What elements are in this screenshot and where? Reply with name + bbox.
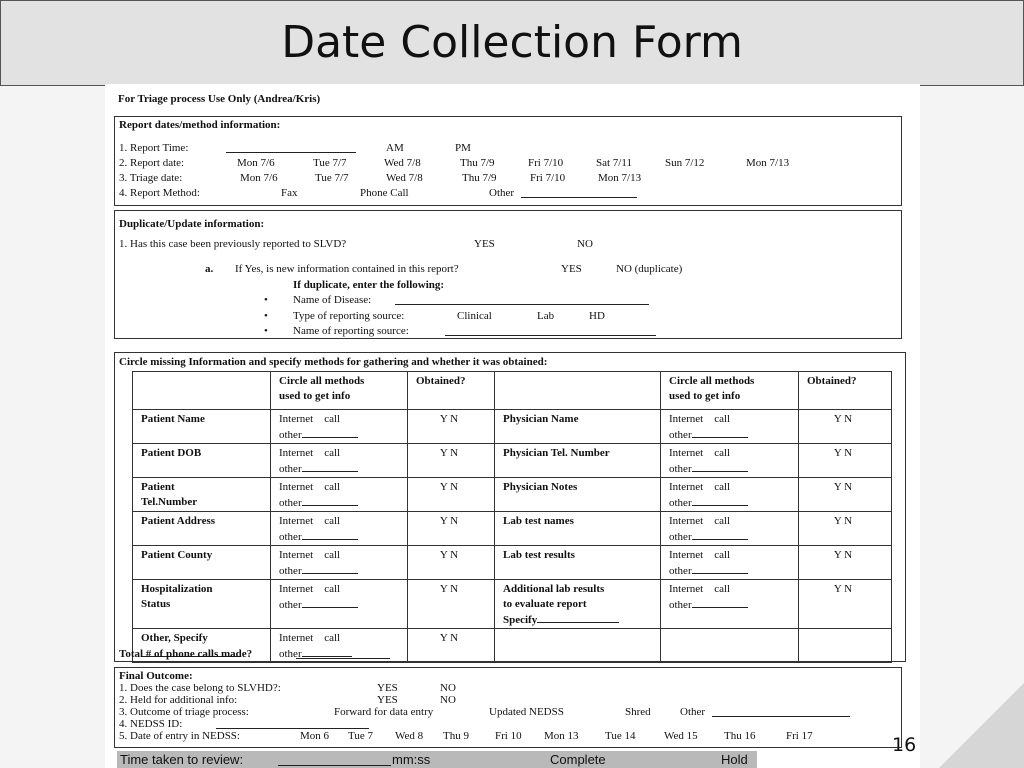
methods-cell[interactable]: Internet call other (661, 546, 799, 580)
outcome-other-field[interactable] (712, 706, 850, 717)
table-row (133, 512, 892, 546)
methods-cell[interactable]: Internet call other (271, 629, 408, 663)
title-bar (0, 0, 1024, 86)
report-date-option[interactable]: Fri 7/10 (528, 157, 564, 169)
missing-info-heading: Circle missing Information and specify methods for gathering and whether it was obtained: (119, 356, 548, 368)
obtained-header: Obtained? (408, 372, 495, 410)
report-heading: Report dates/method information: (119, 119, 281, 131)
duplicate-heading: Duplicate/Update information: (119, 218, 265, 230)
row-label: Additional lab results to evaluate report Specify (495, 580, 661, 629)
missing-info-table (132, 371, 892, 663)
review-bar (117, 751, 757, 768)
report-time-label: 1. Report Time: (119, 142, 189, 154)
new-info-yes[interactable]: YES (561, 263, 582, 275)
source-type-label: Type of reporting source: (293, 310, 405, 322)
row-label: Physician Name (495, 410, 661, 444)
report-date-option[interactable]: Wed 7/8 (384, 157, 421, 169)
entry-date-option[interactable]: Wed 8 (395, 730, 424, 742)
report-date-option[interactable]: Thu 7/9 (460, 157, 495, 169)
report-date-option[interactable]: Tue 7/7 (313, 157, 347, 169)
review-time-field[interactable] (278, 751, 391, 766)
report-time-field[interactable] (226, 142, 356, 153)
obtained-cell[interactable]: Y N (799, 546, 892, 580)
table-row (133, 546, 892, 580)
methods-cell[interactable]: Internet call other (271, 444, 408, 478)
bullet-icon: • (264, 310, 268, 322)
row-label: Lab test names (495, 512, 661, 546)
outcome-updated-option[interactable]: Updated NEDSS (489, 706, 564, 718)
row-label: Physician Tel. Number (495, 444, 661, 478)
triage-date-option[interactable]: Mon 7/13 (598, 172, 642, 184)
slide-title: Date Collection Form (281, 17, 743, 68)
outcome-question: 3. Outcome of triage process: (119, 706, 249, 718)
triage-date-option[interactable]: Tue 7/7 (315, 172, 349, 184)
row-label: Other, Specify (133, 629, 271, 663)
methods-cell[interactable]: Internet call other (661, 444, 799, 478)
empty-cell (799, 629, 892, 663)
obtained-cell[interactable]: Y N (799, 478, 892, 512)
methods-cell[interactable]: Internet call other (271, 580, 408, 629)
row-label: Patient DOB (133, 444, 271, 478)
table-header-cell (133, 372, 271, 410)
review-time-unit: mm:ss (392, 752, 431, 767)
pm-option[interactable]: PM (455, 142, 471, 154)
table-row (133, 580, 892, 629)
method-other-field[interactable] (521, 187, 637, 198)
methods-cell[interactable]: Internet call other (661, 478, 799, 512)
source-clinical-option[interactable]: Clinical (457, 310, 492, 322)
held-question: 2. Held for additional info: (119, 694, 238, 706)
held-yes[interactable]: YES (377, 694, 398, 706)
source-lab-option[interactable]: Lab (537, 310, 555, 322)
held-no[interactable]: NO (440, 694, 456, 706)
source-name-label: Name of reporting source: (293, 325, 409, 337)
methods-cell[interactable]: Internet call other (661, 580, 799, 629)
obtained-cell[interactable]: Y N (408, 546, 495, 580)
entry-date-option[interactable]: Fri 10 (495, 730, 522, 742)
table-row (133, 444, 892, 478)
table-row (133, 478, 892, 512)
row-label: Patient Name (133, 410, 271, 444)
if-duplicate-heading: If duplicate, enter the following: (293, 279, 445, 291)
nedss-id-field[interactable] (216, 718, 369, 729)
report-date-option[interactable]: Sun 7/12 (665, 157, 705, 169)
belongs-yes[interactable]: YES (377, 682, 398, 694)
final-outcome-heading: Final Outcome: (119, 670, 193, 682)
disease-name-field[interactable] (395, 294, 649, 305)
empty-cell (495, 629, 661, 663)
obtained-cell[interactable]: Y N (408, 512, 495, 546)
triage-date-option[interactable]: Mon 7/6 (240, 172, 278, 184)
outcome-forward-option[interactable]: Forward for data entry (334, 706, 434, 718)
methods-header: Circle all methods used to get info (271, 372, 408, 410)
obtained-cell[interactable]: Y N (408, 629, 495, 663)
methods-cell[interactable]: Internet call other (271, 410, 408, 444)
entry-date-option[interactable]: Mon 13 (544, 730, 579, 742)
disease-name-label: Name of Disease: (293, 294, 372, 306)
source-hd-option[interactable]: HD (589, 310, 605, 322)
belongs-question: 1. Does the case belong to SLVHD?: (119, 682, 281, 694)
empty-cell (661, 629, 799, 663)
entry-date-option[interactable]: Thu 9 (443, 730, 469, 742)
obtained-cell[interactable]: Y N (408, 444, 495, 478)
obtained-cell[interactable]: Y N (799, 410, 892, 444)
entry-date-option[interactable]: Thu 16 (724, 730, 756, 742)
method-other-option[interactable]: Other (489, 187, 515, 199)
report-date-option[interactable]: Mon 7/6 (237, 157, 275, 169)
hold-option[interactable]: Hold (721, 752, 748, 767)
nedss-id-label: 4. NEDSS ID: (119, 718, 183, 730)
row-label: Patient Tel.Number (133, 478, 271, 512)
row-label: Lab test results (495, 546, 661, 580)
outcome-shred-option[interactable]: Shred (625, 706, 651, 718)
obtained-cell[interactable]: Y N (408, 580, 495, 629)
am-option[interactable]: AM (386, 142, 404, 154)
bullet-icon: • (264, 294, 268, 306)
sub-question-marker: a. (205, 263, 214, 275)
page-number: 16 (892, 734, 917, 756)
total-calls-label: Total # of phone calls made? (119, 648, 253, 660)
methods-cell[interactable]: Internet call other (271, 546, 408, 580)
table-header-row (133, 372, 892, 410)
entry-date-option[interactable]: Wed 15 (664, 730, 698, 742)
nedss-entry-label: 5. Date of entry in NEDSS: (119, 730, 240, 742)
methods-cell[interactable]: Internet call other (661, 410, 799, 444)
report-date-label: 2. Report date: (119, 157, 185, 169)
outcome-other-option[interactable]: Other (680, 706, 706, 718)
methods-cell[interactable]: Internet call other (661, 512, 799, 546)
obtained-cell[interactable]: Y N (799, 580, 892, 629)
triage-date-option[interactable]: Thu 7/9 (462, 172, 497, 184)
row-label: Patient County (133, 546, 271, 580)
triage-date-label: 3. Triage date: (119, 172, 183, 184)
previously-reported-no[interactable]: NO (577, 238, 593, 250)
slide-corner-decoration (939, 683, 1024, 768)
review-time-label: Time taken to review: (120, 752, 244, 767)
previously-reported-yes[interactable]: YES (474, 238, 495, 250)
table-row (133, 410, 892, 444)
obtained-header: Obtained? (799, 372, 892, 410)
entry-date-option[interactable]: Tue 14 (605, 730, 636, 742)
report-date-option[interactable]: Sat 7/11 (596, 157, 632, 169)
row-label: Hospitalization Status (133, 580, 271, 629)
new-info-no[interactable]: NO (duplicate) (616, 263, 683, 275)
method-phone-option[interactable]: Phone Call (360, 187, 409, 199)
report-method-label: 4. Report Method: (119, 187, 200, 199)
methods-cell[interactable]: Internet call other (271, 512, 408, 546)
obtained-cell[interactable]: Y N (799, 512, 892, 546)
obtained-cell[interactable]: Y N (799, 444, 892, 478)
methods-cell[interactable]: Internet call other (271, 478, 408, 512)
entry-date-option[interactable]: Fri 17 (786, 730, 813, 742)
source-name-field[interactable] (445, 325, 656, 336)
entry-date-option[interactable]: Mon 6 (300, 730, 330, 742)
methods-header: Circle all methods used to get info (661, 372, 799, 410)
row-label: Physician Notes (495, 478, 661, 512)
triage-header: For Triage process Use Only (Andrea/Kris) (118, 93, 321, 105)
previously-reported-question: 1. Has this case been previously reported to SLVD? (119, 238, 347, 250)
complete-option[interactable]: Complete (550, 752, 606, 767)
obtained-cell[interactable]: Y N (408, 478, 495, 512)
belongs-no[interactable]: NO (440, 682, 456, 694)
entry-date-option[interactable]: Tue 7 (348, 730, 373, 742)
report-date-option[interactable]: Mon 7/13 (746, 157, 790, 169)
method-fax-option[interactable]: Fax (281, 187, 298, 199)
row-label: Patient Address (133, 512, 271, 546)
total-calls-field[interactable] (296, 648, 390, 659)
triage-date-option[interactable]: Wed 7/8 (386, 172, 423, 184)
table-header-cell (495, 372, 661, 410)
new-info-question: If Yes, is new information contained in this report? (235, 263, 459, 275)
obtained-cell[interactable]: Y N (408, 410, 495, 444)
bullet-icon: • (264, 325, 268, 337)
triage-date-option[interactable]: Fri 7/10 (530, 172, 566, 184)
